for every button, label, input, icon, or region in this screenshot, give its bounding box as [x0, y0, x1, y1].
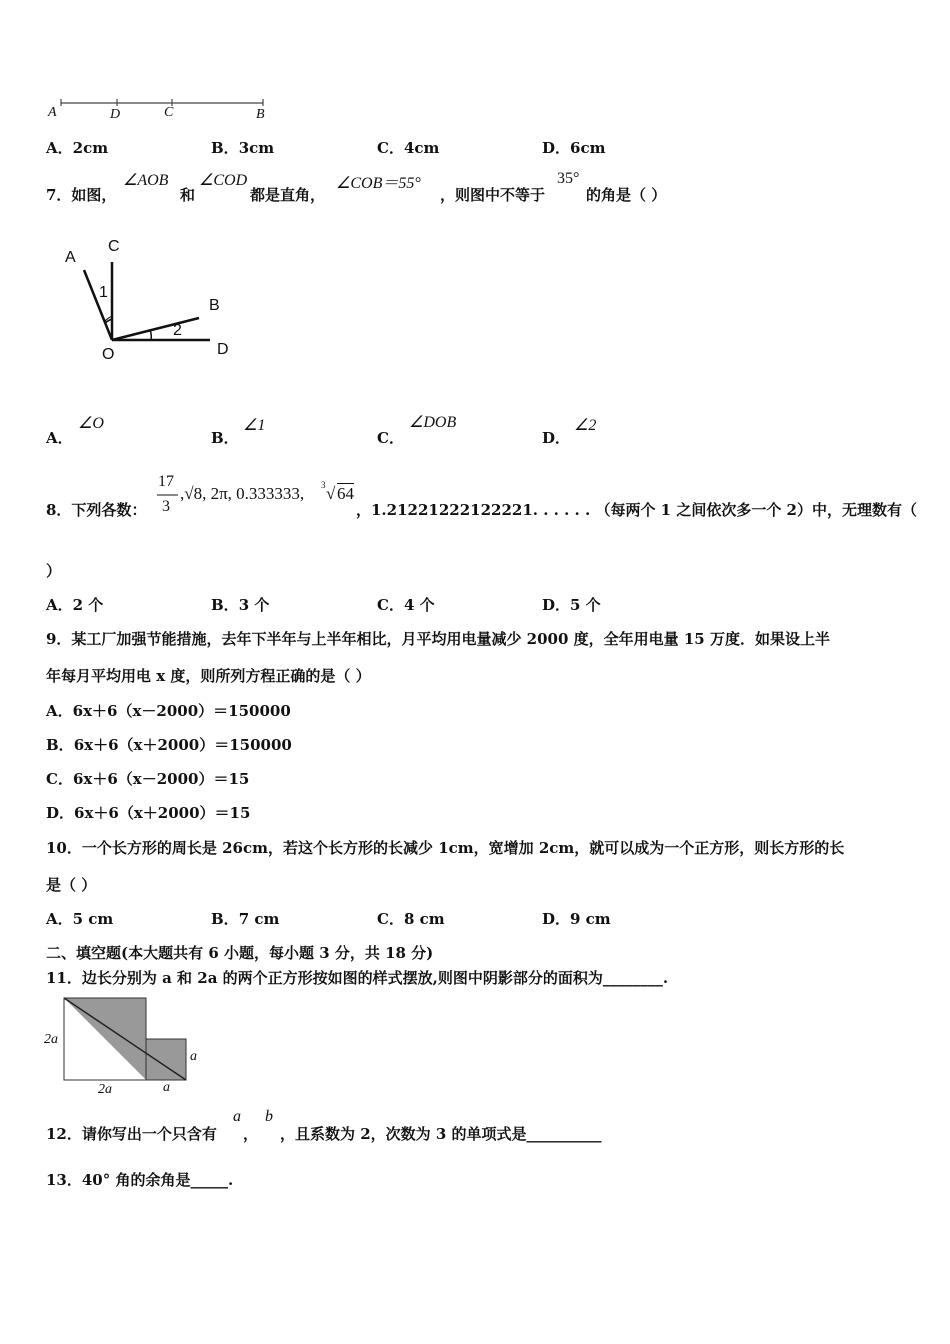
q8-option-d[interactable]: D．5 个: [542, 596, 601, 614]
q12-var-a: a: [233, 1108, 241, 1125]
q8-cube-radicand: 64: [337, 484, 354, 503]
q8-close: ）: [46, 562, 62, 580]
q10-option-b[interactable]: B．7 cm: [211, 910, 280, 928]
q7-option-b-key[interactable]: B．: [211, 429, 239, 447]
segment-label-b: B: [256, 107, 265, 122]
q7-35deg: 35°: [557, 170, 580, 187]
q7-option-c-key[interactable]: C．: [377, 429, 404, 447]
q8-cube-index: 3: [321, 480, 326, 490]
q6-option-a[interactable]: A．2cm: [46, 139, 109, 157]
q10-option-c[interactable]: C．8 cm: [377, 910, 445, 928]
fig7-label-o: O: [102, 346, 115, 363]
q12-suffix: ，且系数为 2，次数为 3 的单项式是__________: [280, 1125, 602, 1143]
q11-text: 11．边长分别为 a 和 2a 的两个正方形按如图的样式摆放,则图中阴影部分的面积为________.: [46, 969, 669, 987]
q7-option-a-text[interactable]: ∠O: [78, 415, 104, 432]
q8-option-c[interactable]: C．4 个: [377, 596, 435, 614]
q8-option-b[interactable]: B．3 个: [211, 596, 270, 614]
q7-angle-cod: ∠COD: [199, 172, 248, 189]
q7-angle-cob: ∠COB＝55°: [336, 175, 421, 192]
q8-frac-den: 3: [162, 498, 170, 515]
q8-prefix: 8．下列各数：: [46, 501, 147, 519]
q12-var-b: b: [265, 1108, 273, 1125]
q7-option-d-key[interactable]: D．: [542, 429, 571, 447]
q6-option-b[interactable]: B．3cm: [211, 139, 275, 157]
q7-angle-aob: ∠AOB: [123, 172, 169, 189]
fig11-label-bottom-small: a: [163, 1080, 170, 1095]
section2-title: 二、填空题(本大题共有 6 小题，每小题 3 分，共 18 分): [46, 944, 434, 962]
shaded-region-small: [146, 1039, 186, 1080]
q7-mid: 都是直角，: [250, 186, 326, 204]
segment-label-c: C: [164, 105, 174, 120]
q7-prefix: 7．如图，: [46, 186, 117, 204]
q6-option-d[interactable]: D．6cm: [542, 139, 606, 157]
q9-line1: 9．某工厂加强节能措施，去年下半年与上半年相比，月平均用电量减少 2000 度，全年用电量 15 万度．如果设上半: [46, 630, 830, 648]
fig7-label-b: B: [209, 297, 220, 314]
q7-option-d-text[interactable]: ∠2: [574, 417, 597, 434]
q9-option-b[interactable]: B．6x＋6（x＋2000）＝150000: [46, 736, 292, 754]
fig11-label-bottom-big: 2a: [98, 1082, 112, 1097]
q13-text: 13．40° 角的余角是_____.: [46, 1171, 234, 1189]
q10-option-a[interactable]: A．5 cm: [46, 910, 114, 928]
ray-ob: [112, 318, 199, 340]
arc-angle-2: [150, 330, 151, 340]
squares-figure: [40, 994, 220, 1094]
fig7-label-1: 1: [99, 284, 108, 301]
q9-option-d[interactable]: D．6x＋6（x＋2000）＝15: [46, 804, 251, 822]
ray-oa: [84, 270, 112, 340]
q7-mid2: ，则图中不等于: [440, 186, 546, 204]
q8-frac-bar: [157, 494, 179, 496]
q6-option-c[interactable]: C．4cm: [377, 139, 440, 157]
q8-frac-num: 17: [158, 473, 174, 490]
q7-suffix: 的角是（ ）: [586, 186, 667, 204]
segment-label-a: A: [48, 105, 57, 120]
segment-label-d: D: [110, 107, 121, 122]
q12-comma: ，: [243, 1125, 259, 1143]
fig7-label-a: A: [65, 249, 76, 266]
q12-prefix: 12．请你写出一个只含有: [46, 1125, 217, 1143]
fig7-label-d: D: [217, 341, 229, 358]
q10-option-d[interactable]: D．9 cm: [542, 910, 611, 928]
fig11-label-left: 2a: [44, 1032, 58, 1047]
q8-cube-root-sign: √: [326, 484, 336, 503]
q7-option-a-key[interactable]: A．: [46, 429, 73, 447]
q7-option-b-text[interactable]: ∠1: [243, 417, 266, 434]
q8-option-a[interactable]: A．2 个: [46, 596, 104, 614]
q7-and: 和: [180, 186, 196, 204]
q9-option-c[interactable]: C．6x＋6（x－2000）＝15: [46, 770, 250, 788]
q10-line1: 10．一个长方形的周长是 26cm，若这个长方形的长减少 1cm，宽增加 2cm，就可以成为一个正方形，则长方形的长: [46, 839, 845, 857]
q9-line2: 年每月平均用电 x 度，则所列方程正确的是（ ）: [46, 667, 371, 685]
q7-option-c-text[interactable]: ∠DOB: [409, 414, 457, 431]
fig11-label-right: a: [190, 1049, 197, 1064]
q10-line2: 是（ ）: [46, 876, 97, 894]
q9-option-a[interactable]: A．6x＋6（x－2000）＝150000: [46, 702, 291, 720]
q8-rest: ，1.21221222122221. . . . . . （每两个 1 之间依次多一个 2）中，无理数有（: [356, 501, 917, 519]
fig7-label-2: 2: [173, 322, 182, 339]
q8-math-list: ,√8, 2π, 0.333333,: [180, 484, 305, 503]
fig7-label-c: C: [108, 238, 120, 255]
